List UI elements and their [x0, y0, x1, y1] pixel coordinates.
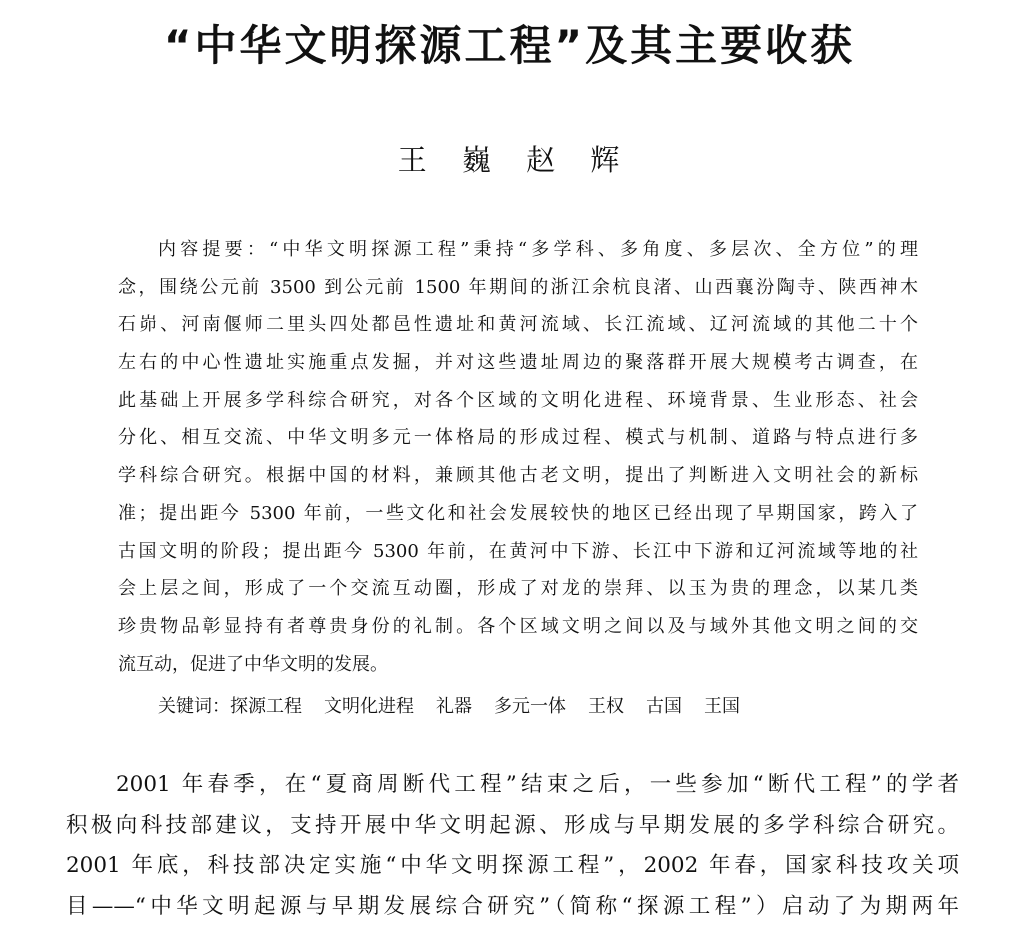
keyword: 多元一体 [494, 696, 566, 717]
abstract-line: 内容提要：“中华文明探源工程”秉持“多学科、多角度、多层次、全方位”的理 [158, 239, 918, 260]
keywords-label: 关键词： [158, 696, 230, 717]
keyword: 文明化进程 [324, 696, 414, 717]
article-title: “中华文明探源工程”及其主要收获 [163, 21, 856, 70]
body-line: 2001 年春季，在“夏商周断代工程”结束之后，一些参加“断代工程”的学者 [116, 772, 959, 797]
keyword: 王权 [588, 696, 624, 717]
abstract-line: 流互动，促进了中华文明的发展。 [118, 653, 388, 675]
body-line: 目——“中华文明起源与早期发展综合研究”（简称“探源工程”）启动了为期两年 [66, 893, 959, 919]
abstract-line: 此基础上开展多学科综合研究，对各个区域的文明化进程、环境背景、生业形态、社会 [118, 389, 918, 411]
abstract-line: 石峁、河南偃师二里头四处都邑性遗址和黄河流域、长江流域、辽河流域的其他二十个 [118, 314, 918, 336]
keyword: 王国 [704, 696, 740, 717]
abstract-line: 学科综合研究。根据中国的材料，兼顾其他古老文明，提出了判断进入文明社会的新标 [118, 465, 918, 487]
abstract-line: 珍贵物品彰显持有者尊贵身份的礼制。各个区域文明之间以及与域外其他文明之间的交 [118, 615, 918, 637]
body-line: 积极向科技部建议，支持开展中华文明起源、形成与早期发展的多学科综合研究。 [66, 812, 959, 838]
abstract-line: 左右的中心性遗址实施重点发掘，并对这些遗址周边的聚落群开展大规模考古调查，在 [118, 352, 918, 374]
keyword: 探源工程 [230, 696, 302, 717]
body-line: 2001 年底，科技部决定实施“中华文明探源工程”，2002 年春，国家科技攻关项 [66, 853, 959, 878]
keyword: 礼器 [436, 696, 472, 717]
abstract-line: 会上层之间，形成了一个交流互动圈，形成了对龙的崇拜、以玉为贵的理念，以某几类 [118, 578, 918, 600]
abstract-line: 念，围绕公元前 3500 到公元前 1500 年期间的浙江余杭良渚、山西襄汾陶寺、陕西神木 [118, 276, 918, 298]
body-text [66, 765, 959, 927]
abstract-line: 准；提出距今 5300 年前，一些文化和社会发展较快的地区已经出现了早期国家，跨入了 [118, 502, 918, 524]
abstract-line: 古国文明的阶段；提出距今 5300 年前，在黄河中下游、长江中下游和辽河流域等地的社 [118, 540, 918, 562]
article-authors: 王 巍 赵 辉 [397, 143, 622, 177]
abstract [118, 231, 918, 683]
keywords [158, 688, 762, 726]
keyword: 古国 [646, 696, 682, 717]
abstract-line: 分化、相互交流、中华文明多元一体格局的形成过程、模式与机制、道路与特点进行多 [118, 427, 918, 449]
